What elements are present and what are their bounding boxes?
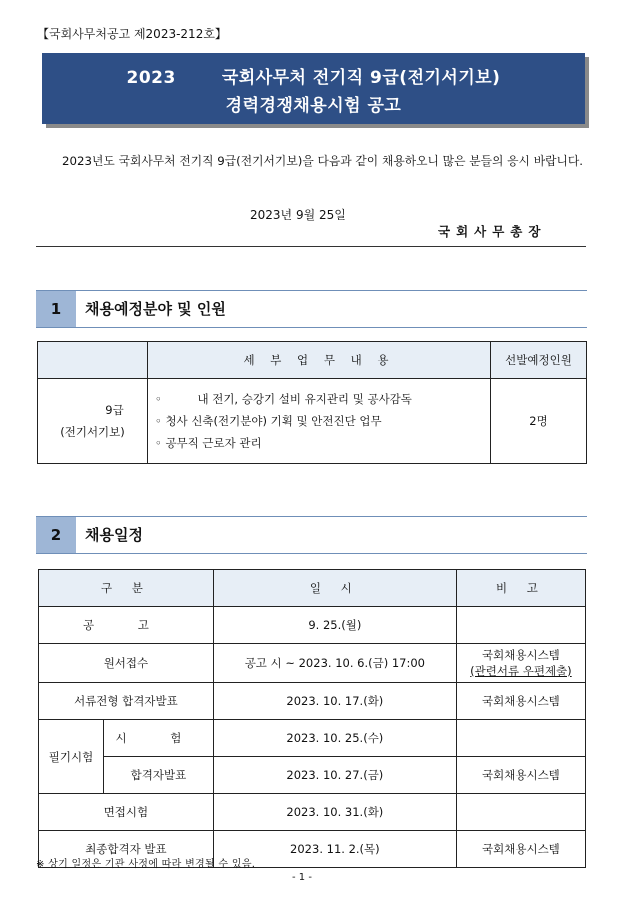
row-label: 시 험 <box>104 720 214 757</box>
row-date: 2023. 11. 2.(목) <box>213 831 456 868</box>
table-row <box>39 644 586 683</box>
row-note: 국회채용시스템 <box>456 831 585 868</box>
row-date: 9. 25.(월) <box>213 607 456 644</box>
row-label: 합격자발표 <box>104 757 214 794</box>
title-line-2: 경력경쟁채용시험 공고 <box>225 96 402 116</box>
table-row <box>39 683 586 720</box>
table-row <box>39 794 586 831</box>
section-2-header <box>36 516 587 554</box>
section-1-title: 채용예정분야 및 인원 <box>85 300 226 318</box>
intro-paragraph: 2023년도 국회사무처 전기직 9급(전기서기보)을 다음과 같이 채용하오니 많은 분들의 응시 바랍니다. <box>62 154 584 168</box>
list-item: ◦ 청사 신축(전기분야) 기획 및 안전진단 업무 <box>155 410 489 432</box>
row-note: 국회채용시스템 <box>456 683 585 720</box>
row-date: 2023. 10. 27.(금) <box>213 757 456 794</box>
position-grade: 9급 <box>105 403 124 417</box>
header-duties: 세 부 업 무 내 용 <box>148 342 491 379</box>
row-date: 2023. 10. 17.(화) <box>213 683 456 720</box>
row-note <box>456 607 585 644</box>
title-line-1 <box>42 63 585 88</box>
position-title: (전기서기보) <box>60 425 125 439</box>
position-cell <box>38 379 148 464</box>
section-1-number: 1 <box>36 291 76 327</box>
header-count: 선발예정인원 <box>491 342 587 379</box>
header-remarks: 비 고 <box>456 570 585 607</box>
row-label: 공 고 <box>39 607 214 644</box>
page-number: - 1 - <box>292 872 312 883</box>
row-note-line-2: (관련서류 우편제출) <box>470 664 572 678</box>
row-date: 2023. 10. 25.(수) <box>213 720 456 757</box>
header-datetime: 일 시 <box>213 570 456 607</box>
table-row <box>39 757 586 794</box>
title-main: 국회사무처 전기직 9급(전기서기보) <box>221 68 501 88</box>
schedule-table <box>38 569 586 868</box>
row-date: 공고 시 ~ 2023. 10. 6.(금) 17:00 <box>213 644 456 683</box>
row-note <box>456 644 585 683</box>
row-note-line-1: 국회채용시스템 <box>482 648 560 662</box>
announcement-date: 2023년 9월 25일 <box>250 208 346 222</box>
table-row <box>39 607 586 644</box>
section-2-title: 채용일정 <box>85 526 143 544</box>
section-1-header <box>36 290 587 328</box>
title-banner <box>42 53 585 124</box>
duties-cell <box>148 379 491 464</box>
list-item: ◦ 공무직 근로자 관리 <box>155 432 489 454</box>
row-note: 국회채용시스템 <box>456 757 585 794</box>
table-row <box>38 379 587 464</box>
row-group: 필기시험 <box>39 720 104 794</box>
table-row <box>39 720 586 757</box>
footnote: ※ 상기 일정은 기관 사정에 따라 변경될 수 있음. <box>36 859 256 870</box>
row-label: 최종합격자 발표 <box>39 831 214 868</box>
signer: 국회사무총장 <box>438 224 547 239</box>
row-note <box>456 794 585 831</box>
row-note <box>456 720 585 757</box>
row-label: 원서접수 <box>39 644 214 683</box>
row-label: 면접시험 <box>39 794 214 831</box>
title-year: 2023 <box>126 68 176 88</box>
header-empty <box>38 342 148 379</box>
count-cell: 2명 <box>491 379 587 464</box>
row-date: 2023. 10. 31.(화) <box>213 794 456 831</box>
divider <box>36 246 586 247</box>
header-category: 구 분 <box>39 570 214 607</box>
row-label: 서류전형 합격자발표 <box>39 683 214 720</box>
notice-number: 【국회사무처공고 제2023-212호】 <box>37 27 227 41</box>
list-item: ◦ 내 전기, 승강기 설비 유지관리 및 공사감독 <box>155 388 489 410</box>
recruitment-table <box>37 341 587 464</box>
section-2-number: 2 <box>36 517 76 553</box>
